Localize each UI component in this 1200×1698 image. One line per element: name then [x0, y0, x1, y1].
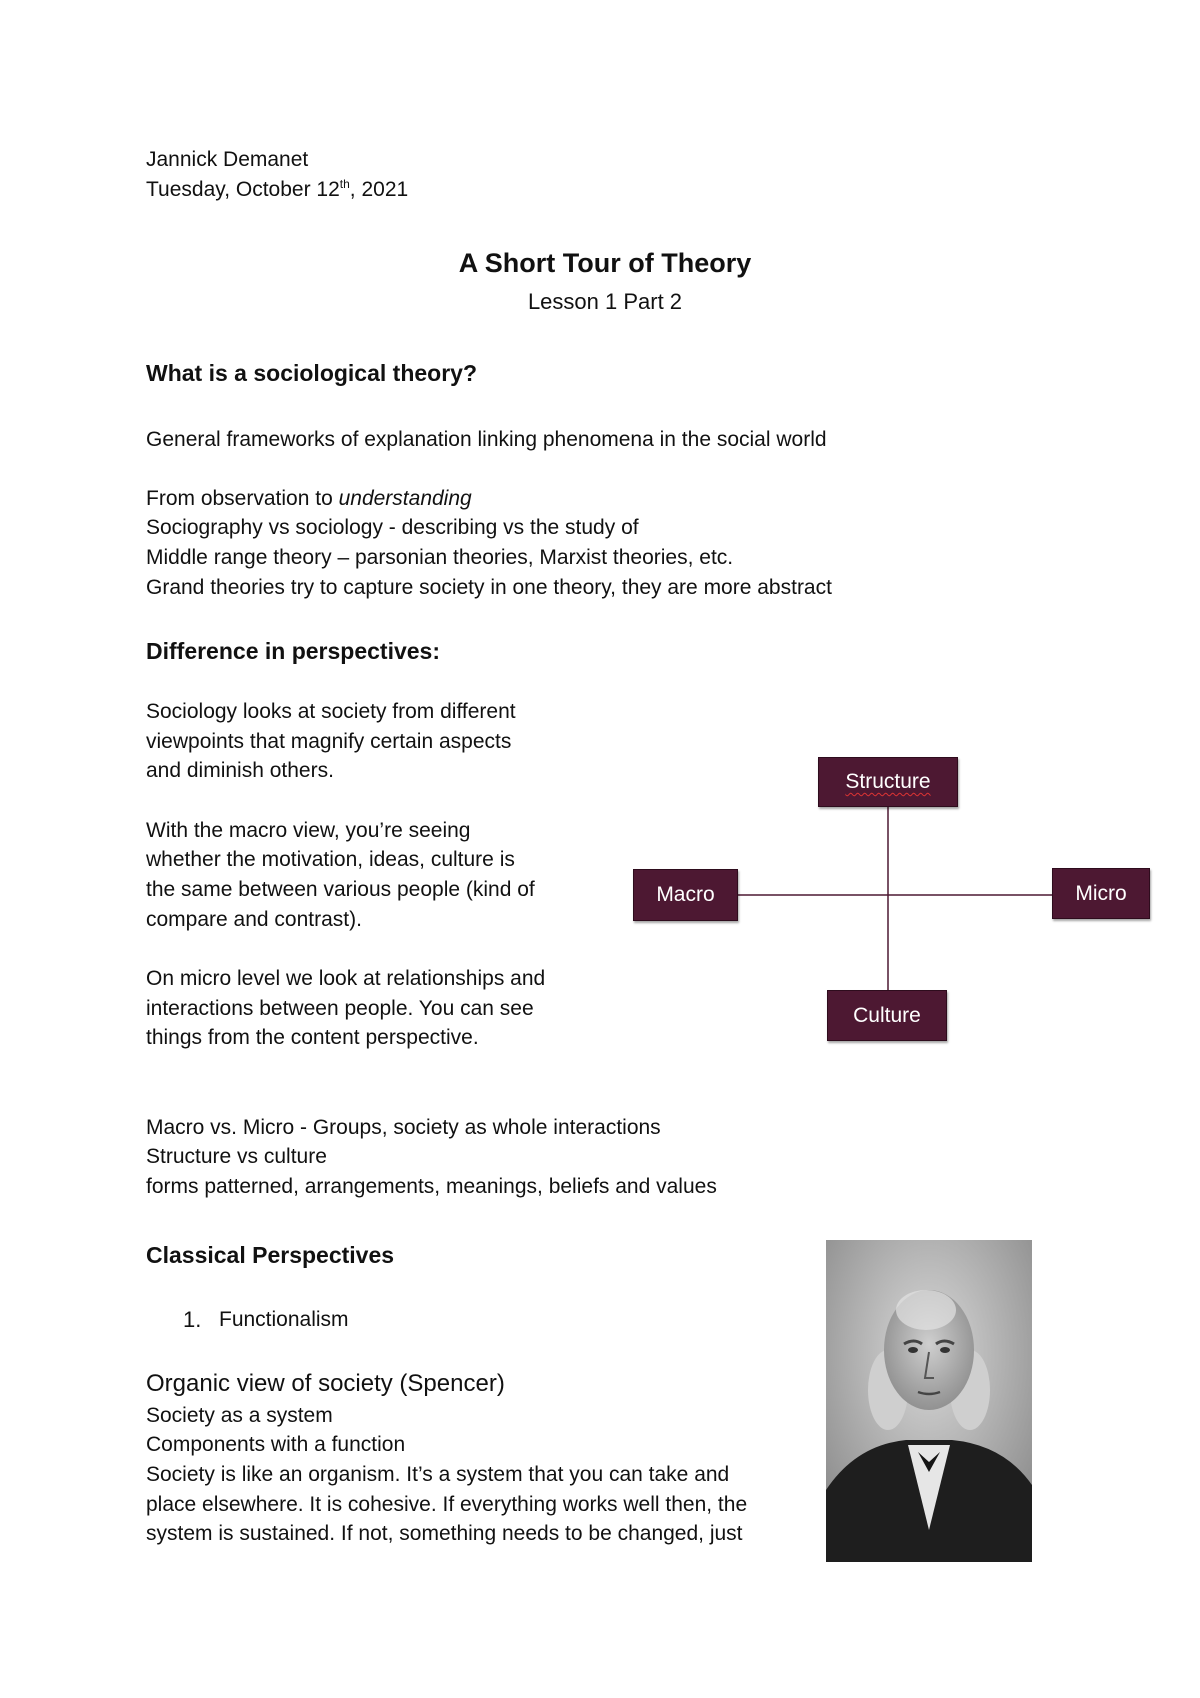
paragraph-line: Structure vs culture: [146, 1145, 327, 1168]
document-title: A Short Tour of Theory: [458, 248, 752, 278]
heading-perspectives: Difference in perspectives:: [146, 638, 441, 664]
subheading-organic-view: Organic view of society (Spencer): [146, 1370, 505, 1397]
diagram-label-culture: Culture: [853, 1003, 921, 1027]
paragraph-line: With the macro view, you’re seeing: [146, 819, 471, 842]
diagram-box-structure: [818, 757, 958, 807]
paragraph-line: and diminish others.: [146, 759, 334, 782]
paragraph-line: Society is like an organism. It’s a system that you can take and: [146, 1463, 730, 1486]
italic-text: understanding: [338, 487, 472, 510]
date-superscript: th: [339, 177, 350, 191]
paragraph-line: system is sustained. If not, something needs to be changed, just: [146, 1522, 743, 1545]
date-prefix: Tuesday, October 12: [146, 178, 340, 201]
diagram-label-macro: Macro: [656, 883, 715, 906]
author-name: Jannick Demanet: [146, 148, 309, 171]
paragraph-line: viewpoints that magnify certain aspects: [146, 730, 512, 753]
paragraph-line: Sociology looks at society from different: [146, 700, 516, 723]
date-suffix: , 2021: [349, 178, 409, 201]
paragraph-line: Grand theories try to capture society in one theory, they are more abstract: [146, 576, 832, 599]
paragraph-line: Middle range theory – parsonian theories, Marxist theories, etc.: [146, 546, 734, 569]
text-span: From observation to: [146, 487, 339, 510]
paragraph-line: Macro vs. Micro - Groups, society as whole interactions: [146, 1116, 661, 1139]
list-number: 1.: [183, 1307, 202, 1332]
paragraph-line: place elsewhere. It is cohesive. If everything works well then, the: [146, 1493, 748, 1516]
paragraph-line: Components with a function: [146, 1433, 406, 1456]
diagram-label-micro: Micro: [1075, 881, 1127, 905]
paragraph-line: compare and contrast).: [146, 908, 362, 931]
paragraph-line: General frameworks of explanation linking phenomena in the social world: [146, 428, 827, 451]
paragraph-line: the same between various people (kind of: [146, 878, 535, 901]
paragraph-line: whether the motivation, ideas, culture is: [146, 848, 515, 871]
paragraph-line: Society as a system: [146, 1404, 333, 1427]
document-subtitle: Lesson 1 Part 2: [527, 289, 683, 314]
diagram-box-micro: [1052, 868, 1150, 919]
paragraph-line: forms patterned, arrangements, meanings, beliefs and values: [146, 1175, 717, 1198]
diagram-box-macro: [633, 869, 738, 921]
paragraph-line: interactions between people. You can see: [146, 997, 534, 1020]
heading-sociological-theory: What is a sociological theory?: [146, 360, 478, 386]
paragraph-line: Sociography vs sociology - describing vs the study of: [146, 516, 639, 539]
diagram-label-structure: Structure: [845, 770, 931, 793]
paragraph-line: things from the content perspective.: [146, 1026, 479, 1049]
list-item-functionalism: Functionalism: [219, 1308, 349, 1331]
heading-classical-perspectives: Classical Perspectives: [146, 1242, 395, 1268]
portrait-photo: [826, 1240, 1032, 1562]
paragraph-line: On micro level we look at relationships and: [146, 967, 546, 990]
diagram-box-culture: [827, 990, 947, 1041]
